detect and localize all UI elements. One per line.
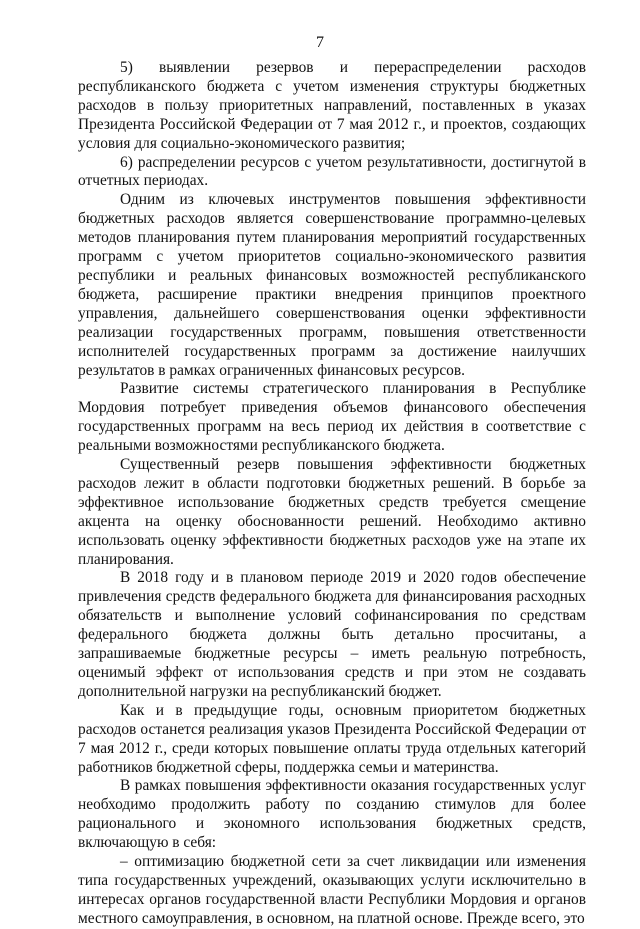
- paragraph-strategic-planning: Развитие системы стратегического планирования в Республике Мордовия потребует приведения объемов финансового обеспечения государственных программ на весь период их действия в соответствие с реальными возможностями республиканского бюджета.: [78, 380, 586, 455]
- paragraph-federal-funds: В 2018 году и в плановом периоде 2019 и 2020 годов обеспечение привлечения средств федерального бюджета для финансирования расходных обязательств и выполнение условий софинансирования по средствам федерального бюджета должны быть детально просчитаны, а запрашиваемые бюджетные ресурсы – иметь реальную потребность, оценимый эффект от использования средств и при этом не создавать дополнительной нагрузки на республиканский бюджет.: [78, 569, 586, 700]
- paragraph-priorities: Как и в предыдущие годы, основным приоритетом бюджетных расходов останется реализация указов Президента Российской Федерации от 7 мая 2012 г., среди которых повышение оплаты труда отдельных категорий работников бюджетной сферы, поддержка семьи и материнства.: [78, 701, 586, 776]
- paragraph-budget-decisions: Существенный резерв повышения эффективности бюджетных расходов лежит в области подготовки бюджетных решений. В борьбе за эффективное использование бюджетных средств требуется смещение акцента на оценку обоснованности решений. Необходимо активно использовать оценку эффективности бюджетных расходов уже на этапе их планирования.: [78, 456, 586, 568]
- paragraph-public-services: В рамках повышения эффективности оказания государственных услуг необходимо продолжить работу по созданию стимулов для более рационального и экономного использования бюджетных средств, включающую в себя:: [78, 777, 586, 852]
- paragraph-reserves: 5) выявлении резервов и перераспределении расходов республиканского бюджета с учетом изменения структуры бюджетных расходов в пользу приоритетных направлений, поставленных в указах Президента Российской Федерации от 7 мая 2012 г., и проектов, создающих условия для социально-экономического развития;: [78, 59, 586, 152]
- paragraph-program-methods: Одним из ключевых инструментов повышения эффективности бюджетных расходов является совершенствование программно-целевых методов планирования путем планирования мероприятий государственных программ с учетом приоритетов социально-экономического развития республики и реальных финансовых возможностей республиканского бюджета, расширение практики внедрения принципов проектного управления, дальнейшего совершенствования оценки эффективности реализации государственных программ, повышения ответственности исполнителей государственных программ за достижение наилучших результатов в рамках ограниченных финансовых ресурсов.: [78, 191, 586, 379]
- page-number: 7: [316, 34, 324, 51]
- document-body: [78, 59, 586, 929]
- paragraph-resource-distribution: 6) распределении ресурсов с учетом результативности, достигнутой в отчетных периодах.: [78, 153, 586, 190]
- paragraph-network-optimization: – оптимизацию бюджетной сети за счет ликвидации или изменения типа государственных учреждений, оказывающих услуги исключительно в интересах органов государственной власти Республики Мордовия и органов местного самоуправления, в основном, на платной основе. Прежде всего, это: [78, 853, 586, 927]
